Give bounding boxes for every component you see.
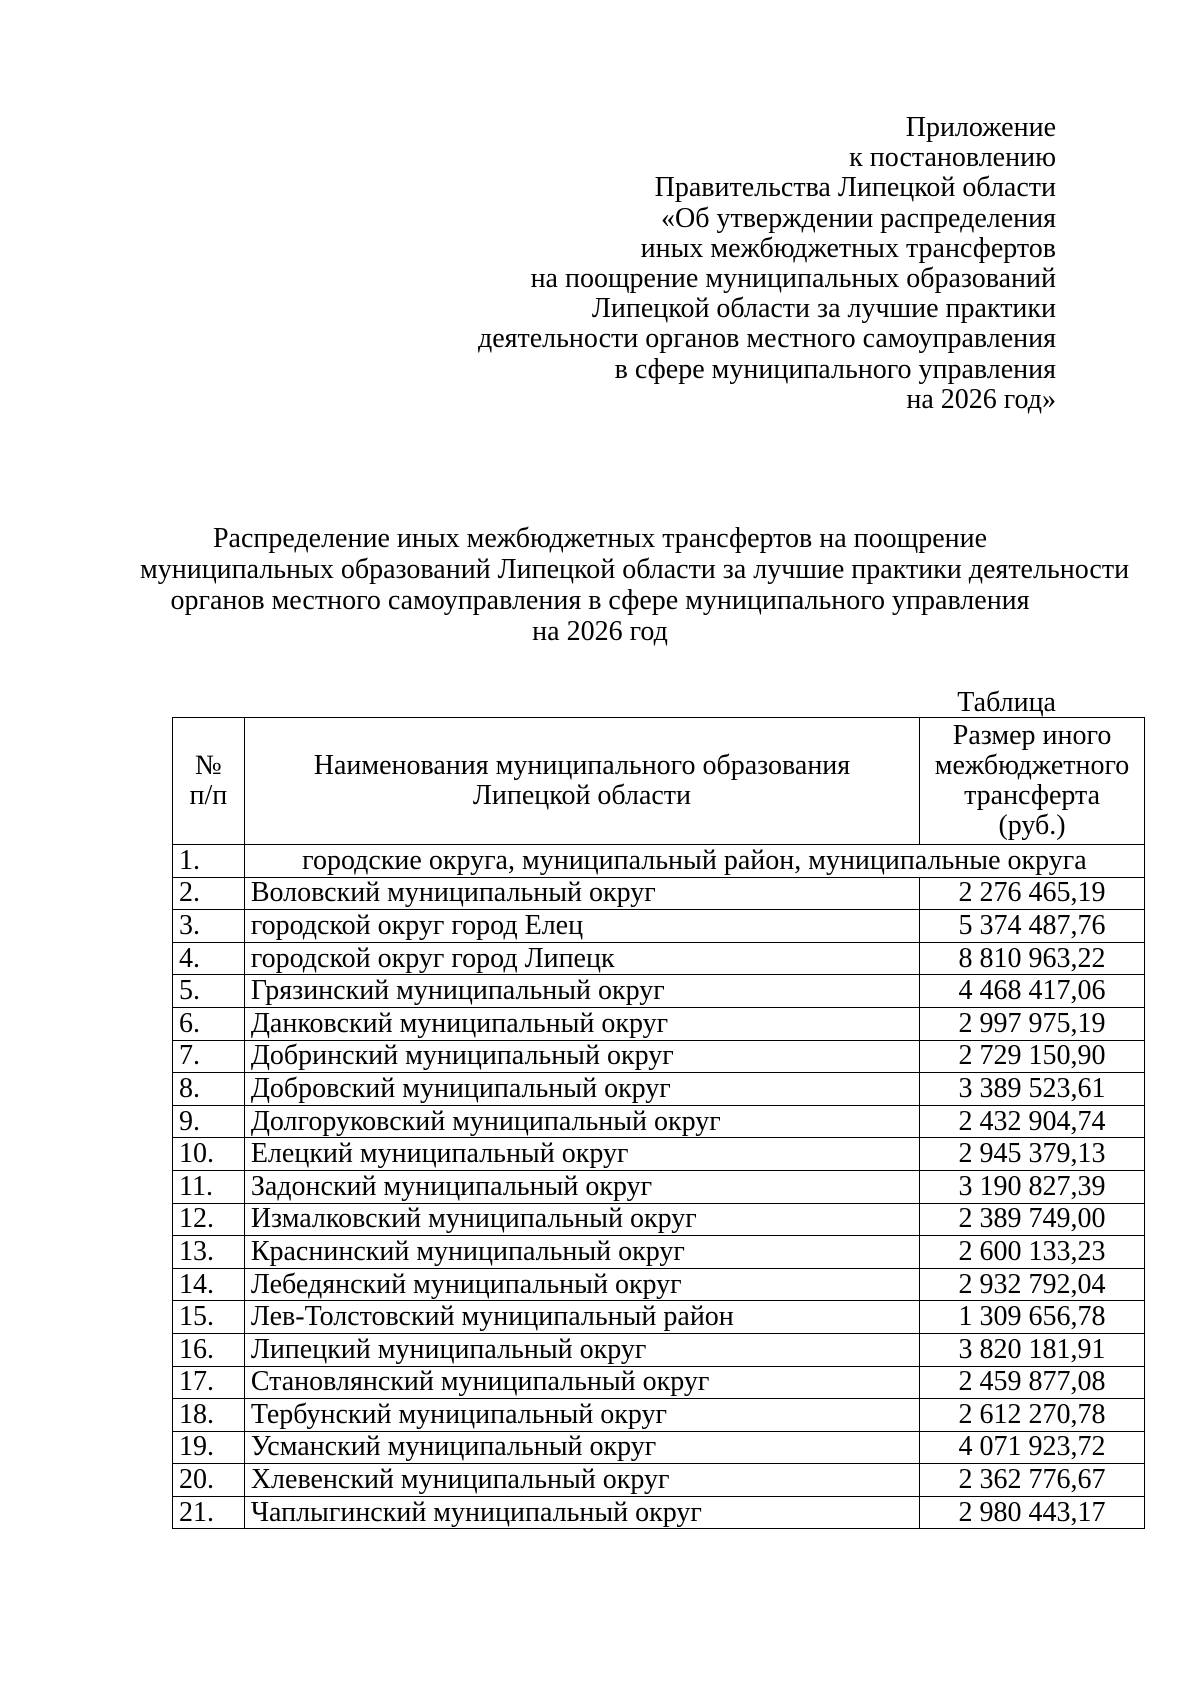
table-row	[173, 1040, 1145, 1073]
row-number: 8.	[173, 1073, 245, 1106]
transfer-amount: 2 945 379,13	[920, 1138, 1145, 1171]
table-row	[173, 975, 1145, 1008]
table-row	[173, 1007, 1145, 1040]
appendix-line: деятельности органов местного самоуправления	[477, 323, 1056, 355]
table-group-row	[173, 845, 1145, 878]
transfer-amount: 5 374 487,76	[920, 910, 1145, 943]
row-number: 10.	[173, 1138, 245, 1171]
header-text: межбюджетного	[934, 750, 1130, 781]
document-title	[140, 523, 1130, 647]
appendix-line: Липецкой области за лучшие практики	[591, 293, 1056, 325]
transfer-amount: 2 432 904,74	[920, 1105, 1145, 1138]
municipality-name: Воловский муниципальный округ	[244, 877, 919, 910]
municipality-name: Хлевенский муниципальный округ	[244, 1464, 919, 1497]
table-row	[173, 1105, 1145, 1138]
appendix-line: Приложение	[905, 112, 1056, 143]
table-row	[173, 1431, 1145, 1464]
municipality-name: Усманский муниципальный округ	[244, 1431, 919, 1464]
transfer-amount: 8 810 963,22	[920, 942, 1145, 975]
row-number: 4.	[173, 942, 245, 975]
table-row	[173, 877, 1145, 910]
appendix-line: на поощрение муниципальных образований	[530, 263, 1056, 295]
transfer-amount: 2 600 133,23	[920, 1236, 1145, 1269]
transfer-amount: 2 276 465,19	[920, 877, 1145, 910]
column-header-name	[244, 718, 919, 845]
row-number: 5.	[173, 975, 245, 1008]
column-header-number	[173, 718, 245, 845]
appendix-line: к постановлению	[849, 142, 1056, 174]
table-row	[173, 1399, 1145, 1432]
table-row	[173, 1073, 1145, 1106]
transfer-amount: 2 459 877,08	[920, 1366, 1145, 1399]
appendix-line: на 2026 год»	[906, 383, 1056, 415]
row-number: 15.	[173, 1301, 245, 1334]
municipality-name: Тербунский муниципальный округ	[244, 1399, 919, 1432]
transfer-amount: 2 362 776,67	[920, 1464, 1145, 1497]
appendix-line: в сфере муниципального управления	[614, 353, 1056, 385]
title-line: муниципальных образований Липецкой области за лучшие практики деятельности	[140, 554, 1130, 585]
transfers-table	[172, 717, 1145, 1529]
header-text: п/п	[189, 780, 228, 811]
table-row	[173, 1333, 1145, 1366]
row-number: 20.	[173, 1464, 245, 1497]
row-number: 16.	[173, 1333, 245, 1366]
appendix-line: Правительства Липецкой области	[654, 172, 1056, 204]
transfer-amount: 2 729 150,90	[920, 1040, 1145, 1073]
header-text: №	[195, 750, 222, 781]
transfer-amount: 4 468 417,06	[920, 975, 1145, 1008]
row-number: 14.	[173, 1268, 245, 1301]
transfer-amount: 1 309 656,78	[920, 1301, 1145, 1334]
table-row	[173, 1366, 1145, 1399]
municipality-name: Задонский муниципальный округ	[244, 1170, 919, 1203]
header-text: Липецкой области	[472, 780, 692, 811]
header-text: Наименования муниципального образования	[313, 750, 851, 781]
table-caption: Таблица	[957, 687, 1056, 718]
row-number: 1.	[173, 845, 245, 878]
municipality-name: Лебедянский муниципальный округ	[244, 1268, 919, 1301]
transfer-amount: 2 389 749,00	[920, 1203, 1145, 1236]
transfer-amount: 2 980 443,17	[920, 1496, 1145, 1529]
table-row	[173, 910, 1145, 943]
transfer-amount: 3 389 523,61	[920, 1073, 1145, 1106]
transfer-amount: 2 612 270,78	[920, 1399, 1145, 1432]
row-number: 19.	[173, 1431, 245, 1464]
transfer-amount: 2 932 792,04	[920, 1268, 1145, 1301]
title-line: органов местного самоуправления в сфере муниципального управления	[170, 585, 1030, 616]
row-number: 2.	[173, 877, 245, 910]
municipality-name: городской округ город Липецк	[244, 942, 919, 975]
municipality-name: Чаплыгинский муниципальный округ	[244, 1496, 919, 1529]
table-row	[173, 1203, 1145, 1236]
transfer-amount: 3 820 181,91	[920, 1333, 1145, 1366]
table-row	[173, 1464, 1145, 1497]
table-row	[173, 1236, 1145, 1269]
row-number: 13.	[173, 1236, 245, 1269]
group-label: городские округа, муниципальный район, муниципальные округа	[244, 845, 1144, 878]
transfer-amount: 2 997 975,19	[920, 1007, 1145, 1040]
municipality-name: Липецкий муниципальный округ	[244, 1333, 919, 1366]
row-number: 11.	[173, 1170, 245, 1203]
row-number: 3.	[173, 910, 245, 943]
table-row	[173, 1138, 1145, 1171]
transfer-amount: 4 071 923,72	[920, 1431, 1145, 1464]
municipality-name: Добровский муниципальный округ	[244, 1073, 919, 1106]
title-line: на 2026 год	[532, 616, 668, 647]
table-row	[173, 1496, 1145, 1529]
column-header-amount	[920, 718, 1145, 845]
row-number: 21.	[173, 1496, 245, 1529]
table-row	[173, 1301, 1145, 1334]
appendix-line: иных межбюджетных трансфертов	[640, 232, 1056, 264]
municipality-name: Долгоруковский муниципальный округ	[244, 1105, 919, 1138]
municipality-name: Данковский муниципальный округ	[244, 1007, 919, 1040]
row-number: 6.	[173, 1007, 245, 1040]
row-number: 7.	[173, 1040, 245, 1073]
transfer-amount: 3 190 827,39	[920, 1170, 1145, 1203]
row-number: 17.	[173, 1366, 245, 1399]
appendix-header	[478, 113, 1056, 415]
municipality-name: Краснинский муниципальный округ	[244, 1236, 919, 1269]
municipality-name: Лев-Толстовский муниципальный район	[244, 1301, 919, 1334]
appendix-line: «Об утверждении распределения	[661, 202, 1056, 234]
header-text: трансферта	[964, 780, 1101, 811]
row-number: 18.	[173, 1399, 245, 1432]
table-row	[173, 942, 1145, 975]
municipality-name: Елецкий муниципальный округ	[244, 1138, 919, 1171]
title-line: Распределение иных межбюджетных трансфертов на поощрение	[212, 523, 988, 554]
row-number: 9.	[173, 1105, 245, 1138]
municipality-name: городской округ город Елец	[244, 910, 919, 943]
row-number: 12.	[173, 1203, 245, 1236]
table-row	[173, 1268, 1145, 1301]
municipality-name: Добринский муниципальный округ	[244, 1040, 919, 1073]
table-row	[173, 1170, 1145, 1203]
municipality-name: Измалковский муниципальный округ	[244, 1203, 919, 1236]
header-text: Размер иного	[952, 720, 1112, 751]
municipality-name: Грязинский муниципальный округ	[244, 975, 919, 1008]
municipality-name: Становлянский муниципальный округ	[244, 1366, 919, 1399]
table-header-row	[173, 718, 1145, 845]
header-text: (руб.)	[998, 810, 1066, 841]
